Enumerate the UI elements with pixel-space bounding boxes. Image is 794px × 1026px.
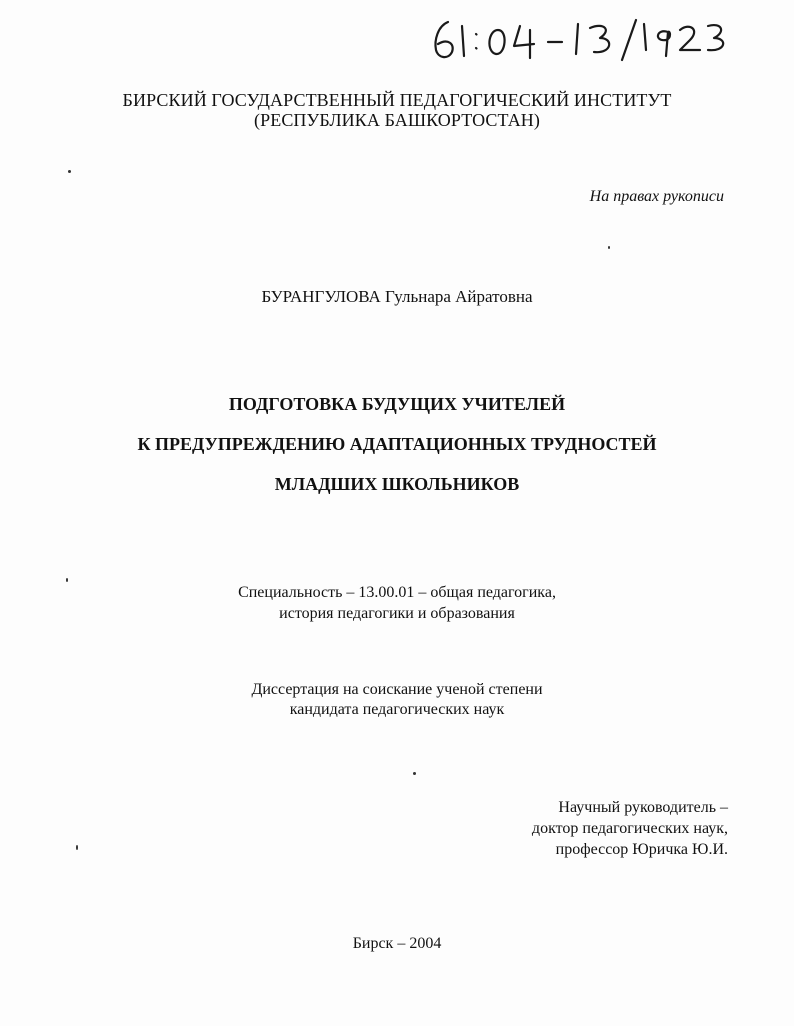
degree-line-1: Диссертация на соискание ученой степени <box>251 681 543 698</box>
degree-statement <box>0 680 794 720</box>
degree-line-2: кандидата педагогических наук <box>289 701 505 718</box>
scan-speck <box>66 578 68 582</box>
institute-name <box>0 90 794 130</box>
author-name: БУРАНГУЛОВА Гульнара Айратовна <box>261 287 533 306</box>
city-year: Бирск – 2004 <box>352 935 442 952</box>
scan-speck <box>413 772 416 775</box>
handwritten-archive-code <box>0 0 794 80</box>
scan-speck <box>68 170 71 173</box>
manuscript-rights: На правах рукописи <box>589 188 724 205</box>
title-line-3: МЛАДШИХ ШКОЛЬНИКОВ <box>274 474 520 494</box>
scan-speck <box>608 246 610 249</box>
specialty <box>0 582 794 624</box>
supervisor-line-2: доктор педагогических наук, <box>531 820 728 837</box>
title-line-2: К ПРЕДУПРЕЖДЕНИЮ АДАПТАЦИОННЫХ ТРУДНОСТЕЙ <box>137 434 657 454</box>
supervisor-line-1: Научный руководитель – <box>558 799 728 816</box>
scientific-supervisor <box>470 797 728 860</box>
dissertation-title <box>0 384 794 504</box>
svg-text:61:04-13/1923: 61:04-13/1923 <box>0 0 6 1</box>
title-line-1: ПОДГОТОВКА БУДУЩИХ УЧИТЕЛЕЙ <box>228 394 566 414</box>
institute-line-1: БИРСКИЙ ГОСУДАРСТВЕННЫЙ ПЕДАГОГИЧЕСКИЙ ИНСТИТУТ <box>122 90 672 110</box>
specialty-line-1: Специальность – 13.00.01 – общая педагогика, <box>238 584 556 601</box>
specialty-line-2: история педагогики и образования <box>279 605 515 622</box>
supervisor-line-3: профессор Юричка Ю.И. <box>555 841 728 858</box>
scan-speck <box>76 845 78 850</box>
institute-line-2: (РЕСПУБЛИКА БАШКОРТОСТАН) <box>254 110 540 130</box>
